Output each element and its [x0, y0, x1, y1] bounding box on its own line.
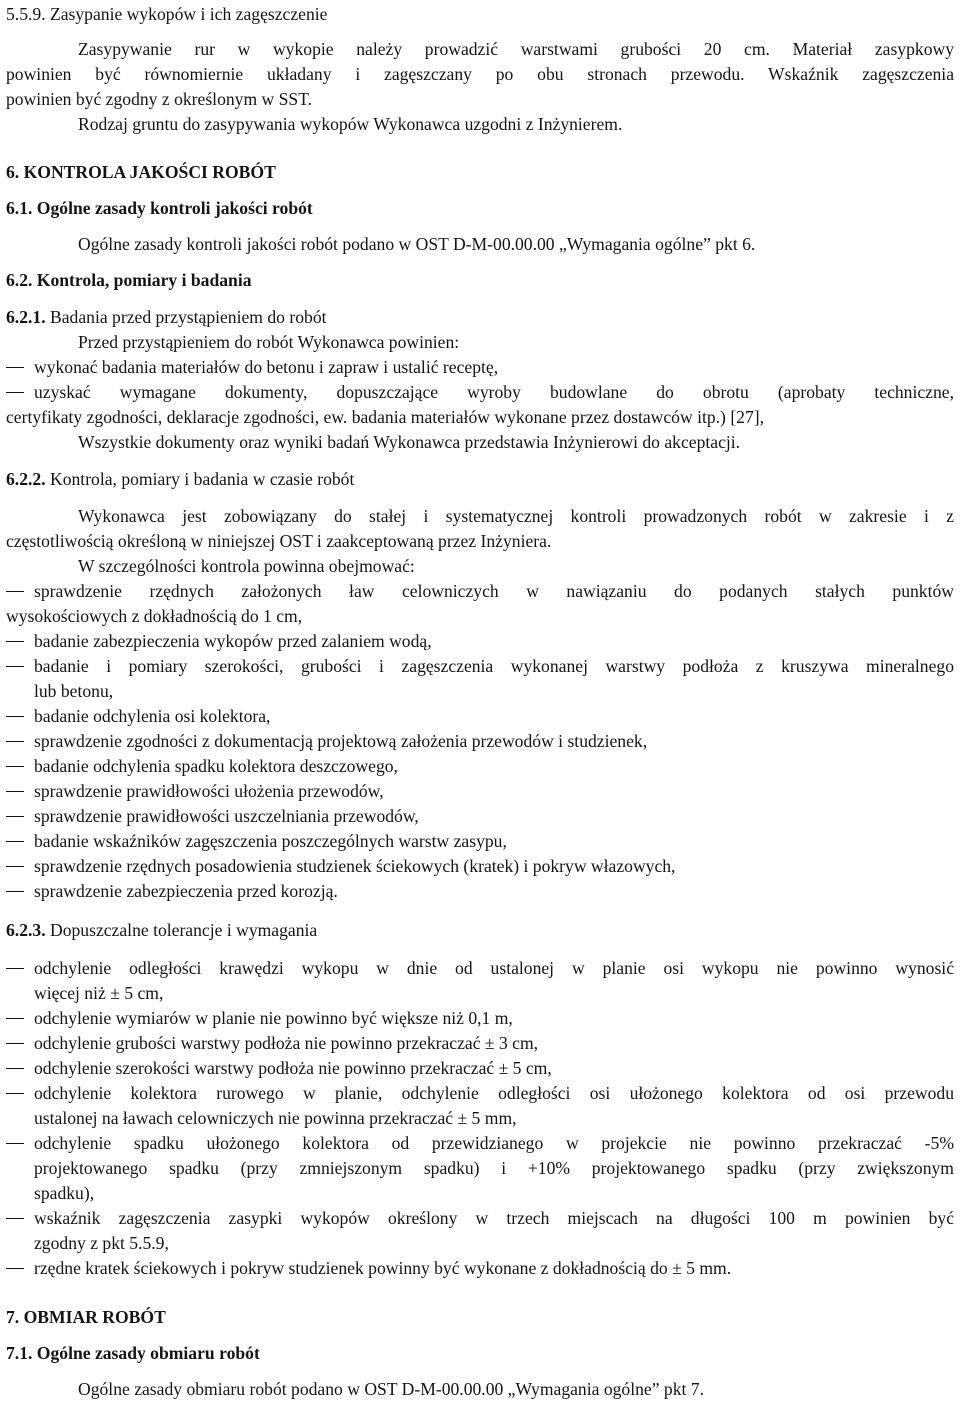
- subsection-heading-6-2-3: [6, 918, 317, 943]
- list-item: sprawdzenie rzędnych posadowienia studzienek ściekowych (kratek) i pokryw włazowych,: [34, 856, 676, 876]
- list-item: badanie odchylenia osi kolektora,: [34, 706, 271, 726]
- list-item: badanie zabezpieczenia wykopów przed zalaniem wodą,: [34, 631, 432, 651]
- list-item: wykonać badania materiałów do betonu i zapraw i ustalić receptę,: [34, 357, 499, 377]
- list-dash: [6, 591, 24, 592]
- list-dash: [6, 641, 24, 642]
- list-dash: [6, 1018, 24, 1019]
- list-dash: [6, 1093, 24, 1094]
- list-dash: [6, 716, 24, 717]
- list-item: sprawdzenie zgodności z dokumentacją projektową założenia przewodów i studzienek,: [34, 731, 648, 751]
- list-dash: [6, 367, 24, 368]
- subsection-title: Badania przed przystąpieniem do robót: [50, 307, 327, 327]
- paragraph-line: Ogólne zasady kontroli jakości robót podano w OST D-M-00.00.00 „Wymagania ogólne” pkt 6.: [78, 234, 756, 254]
- paragraph-line: W szczególności kontrola powinna obejmować:: [78, 556, 415, 576]
- subsection-number: 6.2.1.: [6, 307, 46, 327]
- list-item-continuation: lub betonu,: [34, 681, 114, 701]
- subsection-title: Kontrola, pomiary i badania w czasie robót: [50, 469, 355, 489]
- list-item: sprawdzenie zabezpieczenia przed korozją.: [34, 881, 338, 901]
- list-item: wskaźnik zagęszczenia zasypki wykopów określony w trzech miejscach na długości 100 m powinien być: [34, 1208, 954, 1228]
- list-item-continuation: zgodny z pkt 5.5.9,: [34, 1233, 169, 1253]
- section-heading-6-2: 6.2. Kontrola, pomiary i badania: [6, 270, 252, 290]
- list-item: odchylenie kolektora rurowego w planie, odchylenie odległości osi ułożonego kolektora od osi przewodu: [34, 1083, 954, 1103]
- list-dash: [6, 891, 24, 892]
- chapter-heading-6: 6. KONTROLA JAKOŚCI ROBÓT: [6, 162, 276, 182]
- paragraph-line: powinien być zgodny z określonym w SST.: [6, 89, 313, 109]
- list-dash: [6, 866, 24, 867]
- chapter-heading-7: 7. OBMIAR ROBÓT: [6, 1307, 166, 1327]
- list-item: rzędne kratek ściekowych i pokryw studzienek powinny być wykonane z dokładnością do ± 5 mm.: [34, 1258, 732, 1278]
- list-item-continuation: certyfikaty zgodności, deklaracje zgodności, ew. badania materiałów wykonane przez dostawców itp.) [27],: [6, 407, 765, 427]
- list-dash: [6, 766, 24, 767]
- list-item-continuation: spadku),: [34, 1183, 95, 1203]
- list-item-continuation: wysokościowych z dokładnością do 1 cm,: [6, 606, 303, 626]
- subsection-number: 6.2.2.: [6, 469, 46, 489]
- list-dash: [6, 741, 24, 742]
- list-dash: [6, 1143, 24, 1144]
- subsection-title: Dopuszczalne tolerancje i wymagania: [50, 920, 318, 940]
- paragraph-line: Wszystkie dokumenty oraz wyniki badań Wykonawca przedstawia Inżynierowi do akceptacji.: [78, 432, 741, 452]
- list-item: uzyskać wymagane dokumenty, dopuszczające wyroby budowlane do obrotu (aprobaty techniczne,: [34, 382, 954, 402]
- list-dash: [6, 816, 24, 817]
- list-item: odchylenie spadku ułożonego kolektora od przewidzianego w projekcie nie powinno przekraczać -5%: [34, 1133, 954, 1153]
- list-dash: [6, 791, 24, 792]
- paragraph-line: Rodzaj gruntu do zasypywania wykopów Wykonawca uzgodni z Inżynierem.: [78, 114, 623, 134]
- paragraph-line: Zasypywanie rur w wykopie należy prowadzić warstwami grubości 20 cm. Materiał zasypkowy: [78, 39, 954, 59]
- list-item: odchylenie grubości warstwy podłoża nie powinno przekraczać ± 3 cm,: [34, 1033, 539, 1053]
- paragraph-line: Wykonawca jest zobowiązany do stałej i systematycznej kontroli prowadzonych robót w zakresie i z: [78, 506, 954, 526]
- list-dash: [6, 392, 24, 393]
- paragraph-line: powinien być równomiernie układany i zagęszczany po obu stronach przewodu. Wskaźnik zagęszczenia: [6, 64, 954, 84]
- paragraph-line: częstotliwością określoną w niniejszej OST i zaakceptowaną przez Inżyniera.: [6, 531, 552, 551]
- list-item: badanie wskaźników zagęszczenia poszczególnych warstw zasypu,: [34, 831, 507, 851]
- list-item: odchylenie odległości krawędzi wykopu w dnie od ustalonej w planie osi wykopu nie powinno wynosić: [34, 958, 954, 978]
- subsection-heading-6-2-2: [6, 467, 354, 492]
- list-dash: [6, 1218, 24, 1219]
- list-dash: [6, 666, 24, 667]
- list-item: odchylenie szerokości warstwy podłoża nie powinno przekraczać ± 5 cm,: [34, 1058, 552, 1078]
- subsection-number: 6.2.3.: [6, 920, 46, 940]
- list-item: sprawdzenie prawidłowości uszczelniania przewodów,: [34, 806, 419, 826]
- list-item: odchylenie wymiarów w planie nie powinno być większe niż 0,1 m,: [34, 1008, 513, 1028]
- paragraph-line: Przed przystąpieniem do robót Wykonawca powinien:: [78, 332, 460, 352]
- list-dash: [6, 968, 24, 969]
- list-item-continuation: projektowanego spadku (przy zmniejszonym spadku) i +10% projektowanego spadku (przy zwiększonym: [34, 1158, 954, 1178]
- list-item: badanie i pomiary szerokości, grubości i zagęszczenia wykonanej warstwy podłoża z kruszywa mineralnego: [34, 656, 954, 676]
- section-heading-5-5-9: 5.5.9. Zasypanie wykopów i ich zagęszczenie: [6, 4, 328, 24]
- list-item-continuation: więcej niż ± 5 cm,: [34, 983, 164, 1003]
- subsection-heading-6-2-1: [6, 305, 327, 330]
- list-item: sprawdzenie rzędnych założonych ław celowniczych w nawiązaniu do podanych stałych punktów: [34, 581, 954, 601]
- section-heading-6-1: 6.1. Ogólne zasady kontroli jakości robót: [6, 198, 313, 218]
- list-dash: [6, 1068, 24, 1069]
- section-heading-7-1: 7.1. Ogólne zasady obmiaru robót: [6, 1343, 260, 1363]
- list-dash: [6, 1043, 24, 1044]
- paragraph-line: Ogólne zasady obmiaru robót podano w OST D-M-00.00.00 „Wymagania ogólne” pkt 7.: [78, 1379, 704, 1399]
- list-item-continuation: ustalonej na ławach celowniczych nie powinna przekraczać ± 5 mm,: [34, 1108, 517, 1128]
- list-item: sprawdzenie prawidłowości ułożenia przewodów,: [34, 781, 384, 801]
- list-dash: [6, 1268, 24, 1269]
- list-dash: [6, 841, 24, 842]
- list-item: badanie odchylenia spadku kolektora deszczowego,: [34, 756, 398, 776]
